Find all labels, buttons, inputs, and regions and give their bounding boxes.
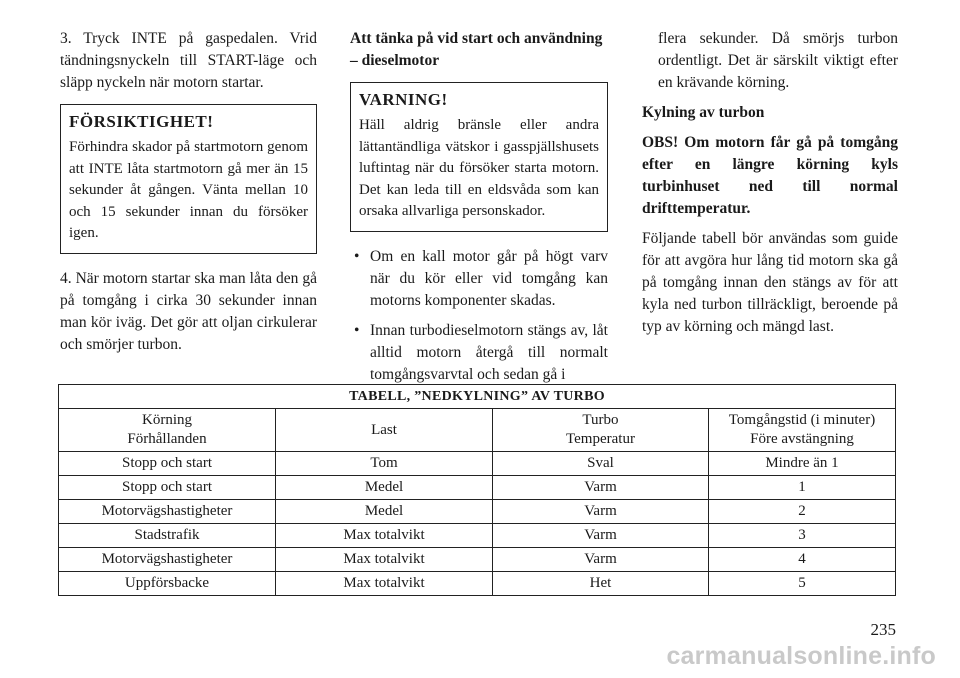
warning-text: Häll aldrig bränsle eller andra lättantändliga vätskor i gasspjällshusets luftintag när du försöker starta motorn. Det kan leda till en eldsvåda som kan orsaka allvarliga personskador. — [359, 117, 599, 219]
table-row — [59, 524, 896, 548]
table-cell: Stadstrafik — [59, 524, 276, 548]
table-cell: Mindre än 1 — [709, 452, 896, 476]
table-row — [59, 500, 896, 524]
table-cell: Varm — [493, 548, 709, 572]
table-cell: Medel — [276, 500, 493, 524]
diesel-section-heading: Att tänka på vid start och användning – dieselmotor — [350, 30, 603, 69]
table-row — [59, 572, 896, 596]
step-4-text: 4. När motorn startar ska man låta den gå på tomgång i cirka 30 sekunder innan man kör iväg. Det gör att oljan cirkulerar och smörjer turbon. — [60, 269, 317, 353]
table-cell: Tom — [276, 452, 493, 476]
left-column — [60, 28, 317, 364]
right-column — [642, 28, 898, 346]
table-cell: Sval — [493, 452, 709, 476]
table-intro-text: Följande tabell bör användas som guide för att avgöra hur lång tid motorn ska gå på tomgång innan den stängs av för att kyla ned turbon tillräckligt, beroende på typ av körning och mängd last. — [642, 230, 898, 335]
table-cell: Varm — [493, 476, 709, 500]
table-caption: TABELL, ”NEDKYLNING” AV TURBO — [59, 385, 896, 409]
table-cell: Varm — [493, 500, 709, 524]
table-row — [59, 452, 896, 476]
table-cell: 5 — [709, 572, 896, 596]
table-cell: Max totalvikt — [276, 572, 493, 596]
diesel-bullet-list — [350, 246, 608, 386]
turbo-cooldown-table — [58, 384, 896, 596]
table-cell: Stopp och start — [59, 452, 276, 476]
table-cell: 2 — [709, 500, 896, 524]
caution-text: Förhindra skador på startmotorn genom att INTE låta startmotorn gå mer än 15 sekunder åt gången. Vänta mellan 10 och 15 sekunder innan du försöker igen. — [69, 139, 308, 241]
table-cell: Varm — [493, 524, 709, 548]
table-cell: Max totalvikt — [276, 524, 493, 548]
header-cell-load: Last — [276, 409, 493, 452]
bullet-text: Om en kall motor går på högt varv när du kör eller vid tomgång kan motorns komponenter skadas. — [370, 247, 608, 309]
table-cell: Stopp och start — [59, 476, 276, 500]
table-cell: Motorvägshastigheter — [59, 500, 276, 524]
table-caption-row — [59, 385, 896, 409]
table-cell: 1 — [709, 476, 896, 500]
watermark-link[interactable]: carmanualsonline.info — [666, 642, 936, 670]
header-cell-driving: Körning Förhållanden — [59, 409, 276, 452]
bullet-icon: • — [354, 247, 360, 265]
middle-column — [350, 28, 608, 394]
table-cell: Max totalvikt — [276, 548, 493, 572]
table-header-row — [59, 409, 896, 452]
table-cell: Het — [493, 572, 709, 596]
step-3-text: 3. Tryck INTE på gaspedalen. Vrid tändningsnyckeln till START-läge och släpp nyckeln när motorn startar. — [60, 30, 317, 91]
table-cell: Uppförsbacke — [59, 572, 276, 596]
header-cell-turbo-temp: Turbo Temperatur — [493, 409, 709, 452]
table-cell: 4 — [709, 548, 896, 572]
table-row — [59, 548, 896, 572]
table-cell: 3 — [709, 524, 896, 548]
bullet-text: Innan turbodieselmotorn stängs av, låt alltid motorn återgå till normalt tomgångsvarvtal och sedan gå i — [370, 321, 608, 383]
caution-title: FÖRSIKTIGHET! — [69, 112, 214, 131]
caution-box — [60, 104, 317, 254]
table-cell: Motorvägshastigheter — [59, 548, 276, 572]
warning-box — [350, 82, 608, 232]
table-row — [59, 476, 896, 500]
page-number: 235 — [870, 620, 896, 639]
bullet-continuation: flera sekunder. Då smörjs turbon ordentligt. Det är särskilt viktigt efter en krävande körning. — [658, 30, 898, 91]
bullet-item — [350, 320, 608, 386]
warning-title: VARNING! — [359, 90, 448, 109]
turbo-cooling-heading: Kylning av turbon — [642, 104, 765, 121]
header-cell-idle-time: Tomgångstid (i minuter) Före avstängning — [709, 409, 896, 452]
bullet-icon: • — [354, 321, 360, 339]
note-text: OBS! Om motorn får gå på tomgång efter en längre körning kyls turbinhuset ned till normal drifttemperatur. — [642, 134, 898, 217]
bullet-item — [350, 246, 608, 312]
table-cell: Medel — [276, 476, 493, 500]
